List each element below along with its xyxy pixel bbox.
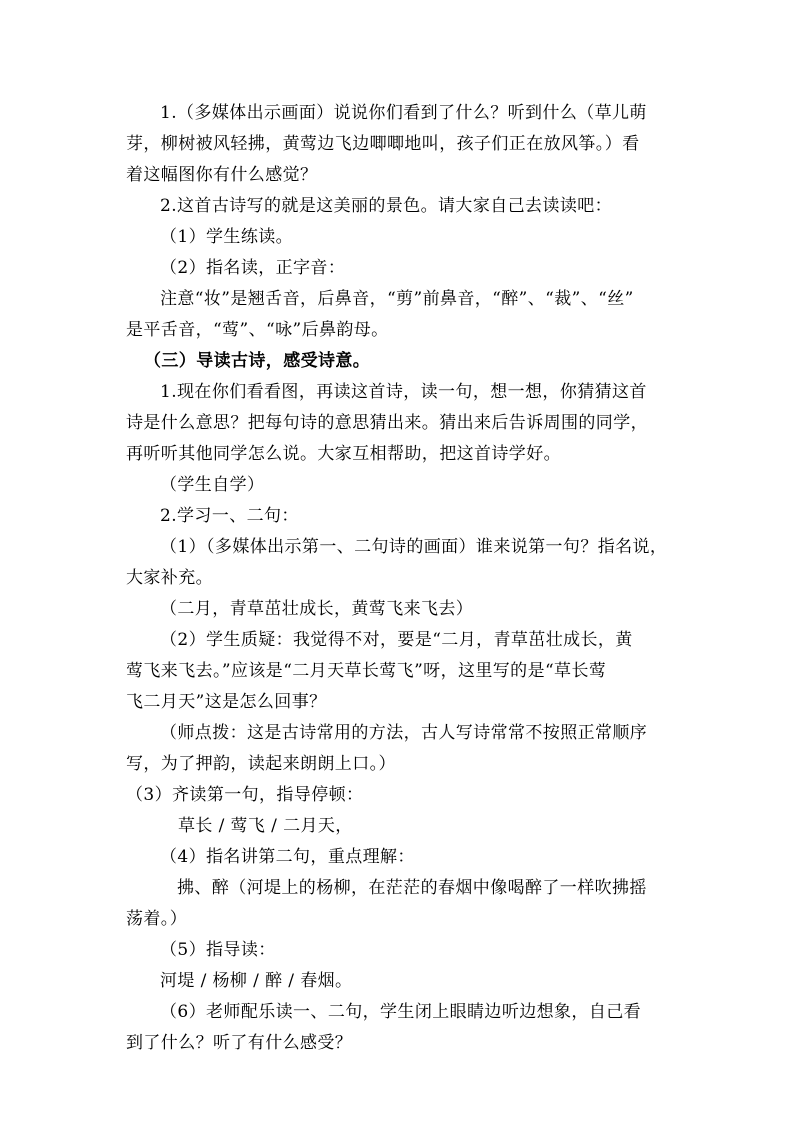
paragraph-line: 写，为了押韵，读起来朗朗上口。） — [126, 754, 396, 774]
paragraph-line: （5）指导读： — [160, 940, 276, 960]
paragraph-line: （1）学生练读。 — [160, 227, 294, 247]
paragraph-line: 荡着。） — [126, 909, 188, 929]
paragraph-line: 到了什么？听了有什么感受？ — [126, 1033, 353, 1053]
poem-pause-line: 河堤 / 杨柳 / 醉 / 春烟。 — [160, 971, 353, 991]
paragraph-line: （二月，青草茁壮成长，黄莺飞来飞去） — [160, 599, 474, 619]
paragraph-line: 莺飞来飞去。”应该是“二月天草长莺飞”呀，这里写的是“草长莺 — [126, 661, 607, 681]
paragraph-line: 飞二月天”这是怎么回事？ — [126, 692, 327, 712]
section-heading: （三）导读古诗，感受诗意。 — [144, 351, 371, 371]
paragraph-line: （3）齐读第一句，指导停顿： — [126, 785, 364, 805]
paragraph-line: （1）（多媒体出示第一、二句诗的画面）谁来说第一句？指名说， — [160, 537, 668, 557]
paragraph-line: 芽，柳树被风轻拂，黄莺边飞边唧唧地叫，孩子们正在放风筝。）看 — [126, 134, 640, 154]
paragraph-line: （2）学生质疑：我觉得不对，要是“二月，青草茁壮成长，黄 — [160, 630, 633, 650]
paragraph-line: 大家补充。 — [126, 568, 213, 588]
paragraph-line: 再听听其他同学怎么说。大家互相帮助，把这首诗学好。 — [126, 444, 561, 464]
paragraph-line: （4）指名讲第二句，重点理解： — [160, 847, 415, 867]
paragraph-line: 注意“妆”是翘舌音，后鼻音，“剪”前鼻音，“醉”、“裁”、“丝” — [160, 289, 634, 309]
paragraph-line: 2.学习一、二句： — [160, 506, 299, 526]
paragraph-line: 1.（多媒体出示画面）说说你们看到了什么？听到什么（草儿萌 — [160, 103, 647, 123]
paragraph-line: （学生自学） — [160, 475, 265, 495]
paragraph-line: 拂、醉（河堤上的杨柳，在茫茫的春烟中像喝醉了一样吹拂摇 — [177, 878, 647, 898]
paragraph-line: 着这幅图你有什么感觉？ — [126, 165, 318, 185]
paragraph-line: 诗是什么意思？把每句诗的意思猜出来。猜出来后告诉周围的同学， — [126, 413, 648, 433]
poem-pause-line: 草长 / 莺飞 / 二月天， — [178, 816, 353, 836]
paragraph-line: （6）老师配乐读一、二句，学生闭上眼睛边听边想象，自己看 — [160, 1002, 642, 1022]
paragraph-line: 1.现在你们看看图，再读这首诗，读一句，想一想，你猜猜这首 — [160, 382, 647, 402]
paragraph-line: 2.这首古诗写的就是这美丽的景色。请大家自己去读读吧： — [160, 196, 613, 216]
paragraph-line: （师点拨：这是古诗常用的方法，古人写诗常常不按照正常顺序 — [160, 723, 648, 743]
paragraph-line: （2）指名读，正字音： — [160, 258, 346, 278]
paragraph-line: 是平舌音，“莺”、“咏”后鼻韵母。 — [126, 320, 389, 340]
